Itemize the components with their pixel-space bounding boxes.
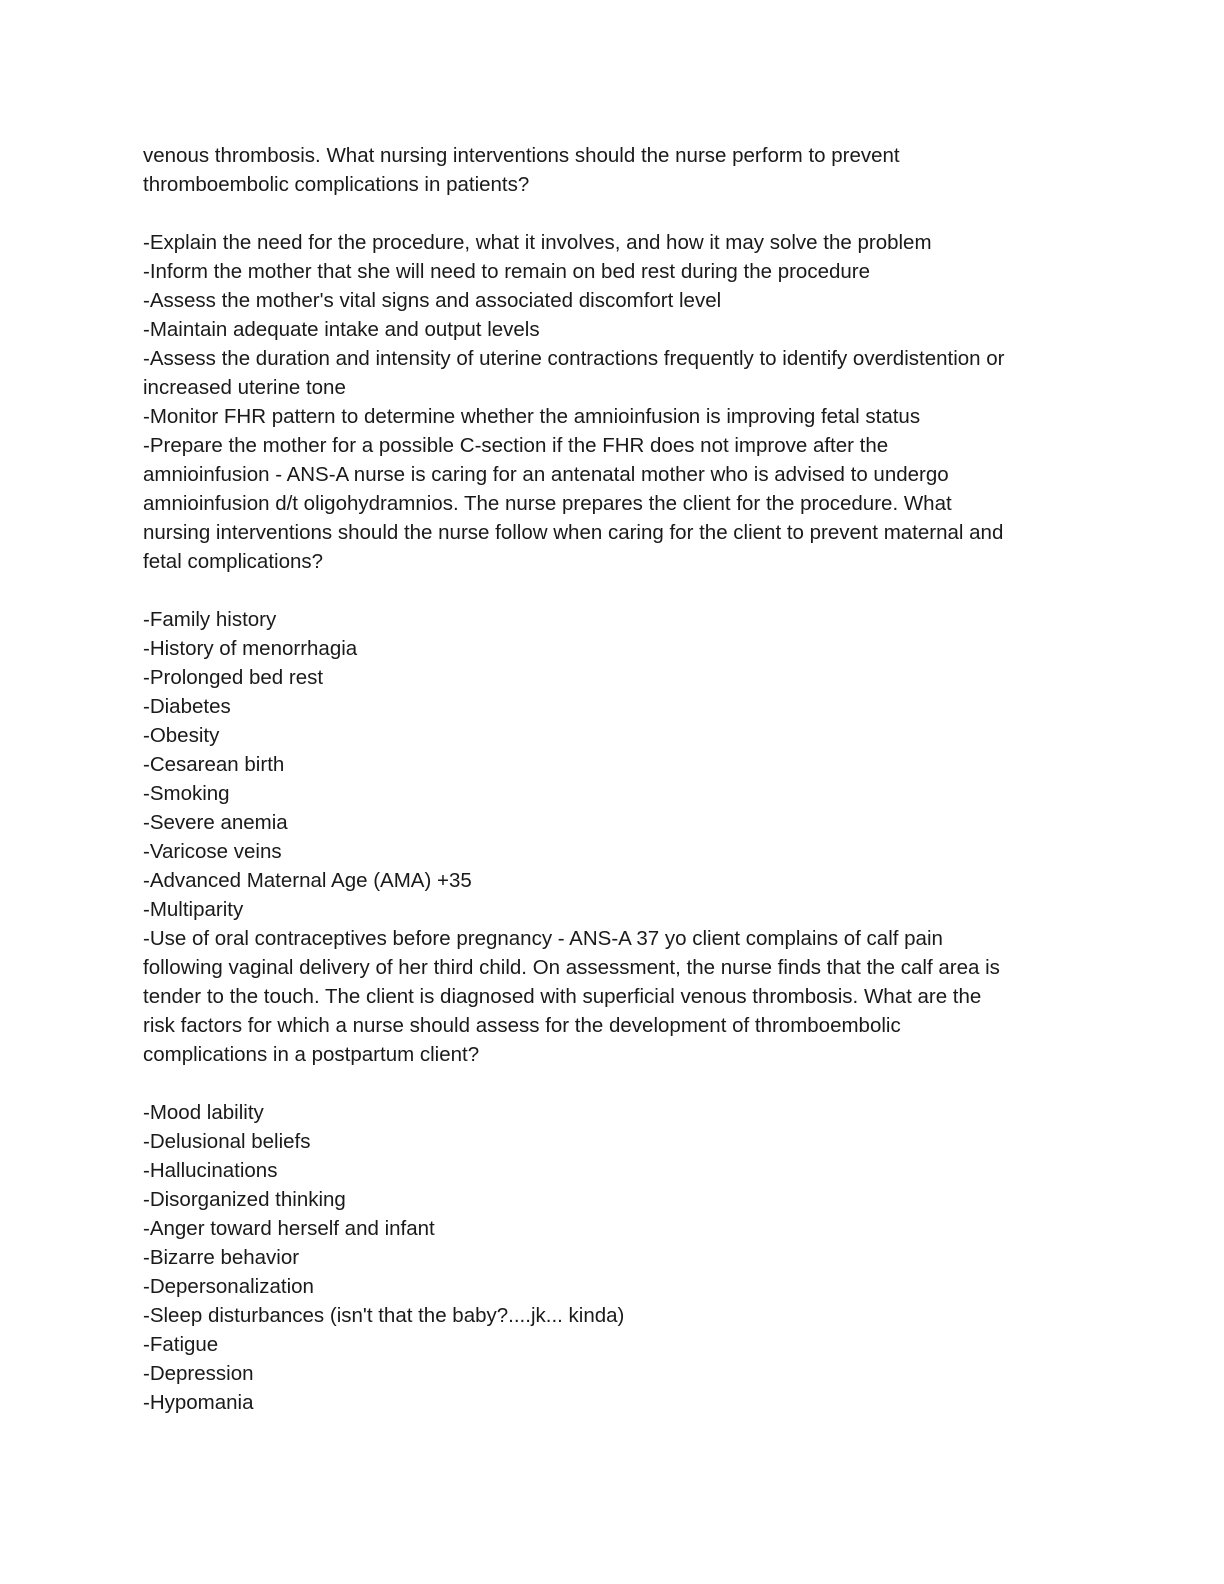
list-item: -Use of oral contraceptives before pregnancy - ANS-A 37 yo client complains of calf pain <box>143 927 943 950</box>
list-item: -Prepare the mother for a possible C-section if the FHR does not improve after the <box>143 434 889 457</box>
text-line: nursing interventions should the nurse follow when caring for the client to prevent maternal and <box>143 521 1004 544</box>
list-item: -History of menorrhagia <box>143 637 358 660</box>
text-line: complications in a postpartum client? <box>143 1043 480 1066</box>
list-item: -Obesity <box>143 724 220 747</box>
list-item: -Assess the mother's vital signs and associated discomfort level <box>143 289 722 312</box>
list-item: -Advanced Maternal Age (AMA) +35 <box>143 869 472 892</box>
list-item: -Monitor FHR pattern to determine whether the amnioinfusion is improving fetal status <box>143 405 921 428</box>
paragraph-thromboembolic-risk-factors <box>143 605 1083 1069</box>
list-item: -Fatigue <box>143 1333 219 1356</box>
list-item: -Bizarre behavior <box>143 1246 300 1269</box>
list-item: -Hypomania <box>143 1391 254 1414</box>
list-item: -Diabetes <box>143 695 231 718</box>
list-item: -Disorganized thinking <box>143 1188 346 1211</box>
list-item: -Anger toward herself and infant <box>143 1217 435 1240</box>
paragraph-amnioinfusion-interventions <box>143 228 1083 576</box>
paragraph-question-intro <box>143 141 1083 199</box>
list-item: -Smoking <box>143 782 230 805</box>
list-item: -Assess the duration and intensity of uterine contractions frequently to identify overdistention or <box>143 347 1005 370</box>
list-item: -Mood lability <box>143 1101 264 1124</box>
list-item: increased uterine tone <box>143 376 346 399</box>
text-line: following vaginal delivery of her third child. On assessment, the nurse finds that the calf area is <box>143 956 1000 979</box>
text-line: tender to the touch. The client is diagnosed with superficial venous thrombosis. What are the <box>143 985 982 1008</box>
list-item: -Family history <box>143 608 277 631</box>
text-line: thromboembolic complications in patients? <box>143 173 530 196</box>
list-item: -Severe anemia <box>143 811 288 834</box>
list-item: -Multiparity <box>143 898 244 921</box>
list-item: -Explain the need for the procedure, what it involves, and how it may solve the problem <box>143 231 932 254</box>
list-item: -Maintain adequate intake and output levels <box>143 318 540 341</box>
document-page <box>143 141 1083 1417</box>
list-item: -Inform the mother that she will need to remain on bed rest during the procedure <box>143 260 871 283</box>
list-item: -Prolonged bed rest <box>143 666 324 689</box>
list-item: -Hallucinations <box>143 1159 278 1182</box>
text-line: amnioinfusion d/t oligohydramnios. The nurse prepares the client for the procedure. What <box>143 492 952 515</box>
list-item: -Cesarean birth <box>143 753 285 776</box>
text-line: fetal complications? <box>143 550 324 573</box>
text-line: venous thrombosis. What nursing interventions should the nurse perform to prevent <box>143 144 900 167</box>
list-item: -Depersonalization <box>143 1275 314 1298</box>
list-item: -Sleep disturbances (isn't that the baby?....jk... kinda) <box>143 1304 625 1327</box>
text-line: amnioinfusion - ANS-A nurse is caring for an antenatal mother who is advised to undergo <box>143 463 949 486</box>
list-item: -Depression <box>143 1362 254 1385</box>
paragraph-postpartum-psychosis-signs <box>143 1098 1083 1417</box>
list-item: -Varicose veins <box>143 840 282 863</box>
list-item: -Delusional beliefs <box>143 1130 311 1153</box>
text-line: risk factors for which a nurse should assess for the development of thromboembolic <box>143 1014 901 1037</box>
